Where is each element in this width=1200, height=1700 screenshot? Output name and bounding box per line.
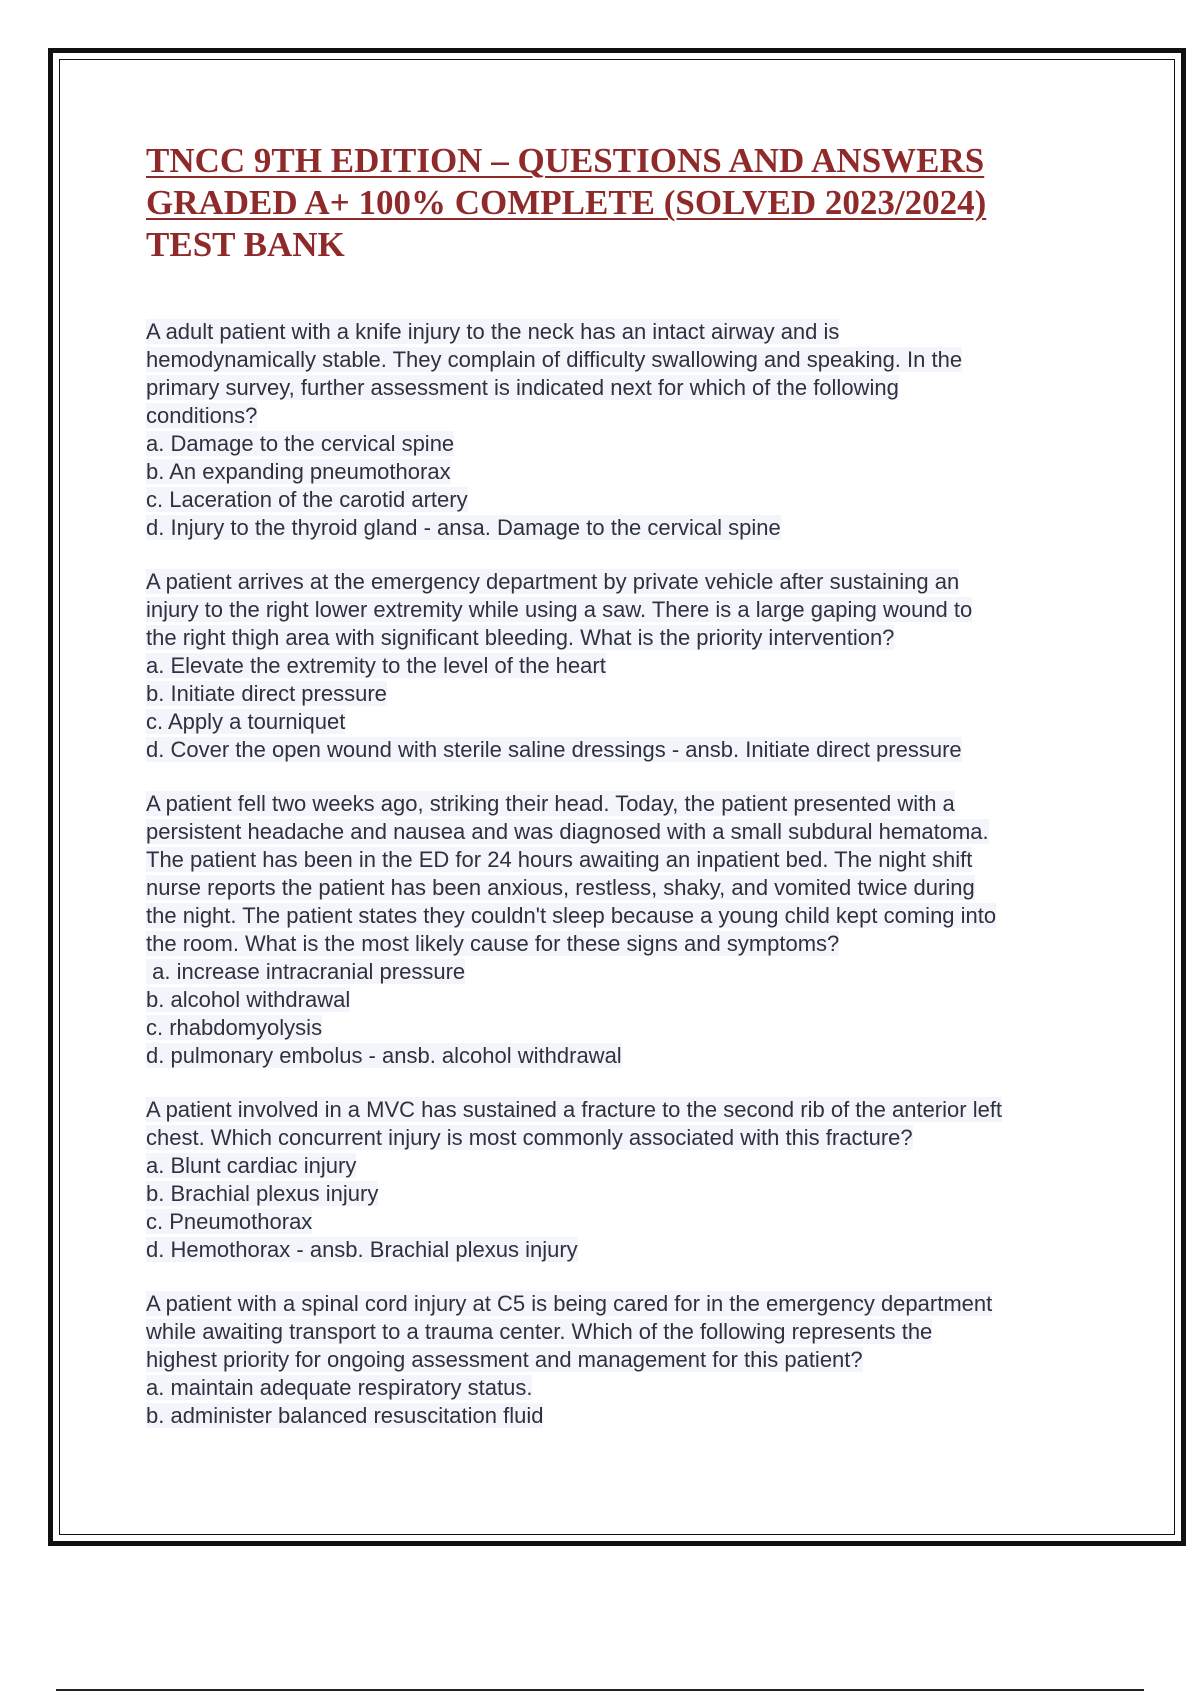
question-line: while awaiting transport to a trauma center. Which of the following represents the (146, 1319, 933, 1344)
question-line: the right thigh area with significant bleeding. What is the priority intervention? (146, 625, 895, 650)
question-line: A adult patient with a knife injury to the neck has an intact airway and is (146, 319, 840, 344)
answer-option: b. Brachial plexus injury (146, 1181, 379, 1206)
question-line: primary survey, further assessment is indicated next for which of the following (146, 375, 899, 400)
question-block (146, 1096, 1106, 1264)
question-line: injury to the right lower extremity while using a saw. There is a large gaping wound to (146, 597, 973, 622)
title-line: TNCC 9TH EDITION – QUESTIONS AND ANSWERS (146, 141, 985, 180)
answer-option: c. rhabdomyolysis (146, 1015, 323, 1040)
answer-option: a. Damage to the cervical spine (146, 431, 455, 456)
bottom-rule (56, 1689, 1144, 1691)
question-block (146, 318, 1106, 542)
answer-option: a. Blunt cardiac injury (146, 1153, 357, 1178)
question-line: A patient arrives at the emergency department by private vehicle after sustaining an (146, 569, 960, 594)
answer-option: a. Elevate the extremity to the level of the heart (146, 653, 606, 678)
answer-option: b. alcohol withdrawal (146, 987, 351, 1012)
answer-option: a. maintain adequate respiratory status. (146, 1375, 533, 1400)
title-line: TEST BANK (146, 225, 345, 264)
question-line: A patient with a spinal cord injury at C5 is being cared for in the emergency department (146, 1291, 993, 1316)
answer-option: b. Initiate direct pressure (146, 681, 387, 706)
answer-option: c. Apply a tourniquet (146, 709, 346, 734)
answer-option: c. Laceration of the carotid artery (146, 487, 468, 512)
question-line: the night. The patient states they couldn't sleep because a young child kept coming into (146, 903, 997, 928)
answer-option: d. Hemothorax - ansb. Brachial plexus injury (146, 1237, 578, 1262)
question-line: the room. What is the most likely cause for these signs and symptoms? (146, 931, 840, 956)
question-line: hemodynamically stable. They complain of difficulty swallowing and speaking. In the (146, 347, 963, 372)
question-line: conditions? (146, 403, 258, 428)
title-line: GRADED A+ 100% COMPLETE (SOLVED 2023/2024) (146, 183, 987, 222)
question-block (146, 790, 1106, 1070)
question-line: A patient fell two weeks ago, striking their head. Today, the patient presented with a (146, 791, 955, 816)
answer-option: b. administer balanced resuscitation fluid (146, 1403, 544, 1428)
question-line: highest priority for ongoing assessment and management for this patient? (146, 1347, 863, 1372)
question-line: persistent headache and nausea and was diagnosed with a small subdural hematoma. (146, 819, 989, 844)
question-block (146, 1290, 1106, 1430)
question-line: The patient has been in the ED for 24 hours awaiting an inpatient bed. The night shift (146, 847, 973, 872)
document-title (146, 140, 1106, 266)
question-block (146, 568, 1106, 764)
question-line: A patient involved in a MVC has sustained a fracture to the second rib of the anterior left (146, 1097, 1003, 1122)
answer-option: d. Injury to the thyroid gland - ansa. Damage to the cervical spine (146, 515, 781, 540)
answer-option: d. pulmonary embolus - ansb. alcohol withdrawal (146, 1043, 622, 1068)
answer-option: a. increase intracranial pressure (146, 959, 466, 984)
answer-option: c. Pneumothorax (146, 1209, 313, 1234)
question-line: chest. Which concurrent injury is most commonly associated with this fracture? (146, 1125, 913, 1150)
answer-option: d. Cover the open wound with sterile saline dressings - ansb. Initiate direct pressure (146, 737, 962, 762)
document-content (146, 140, 1106, 1456)
question-line: nurse reports the patient has been anxious, restless, shaky, and vomited twice during (146, 875, 975, 900)
answer-option: b. An expanding pneumothorax (146, 459, 451, 484)
